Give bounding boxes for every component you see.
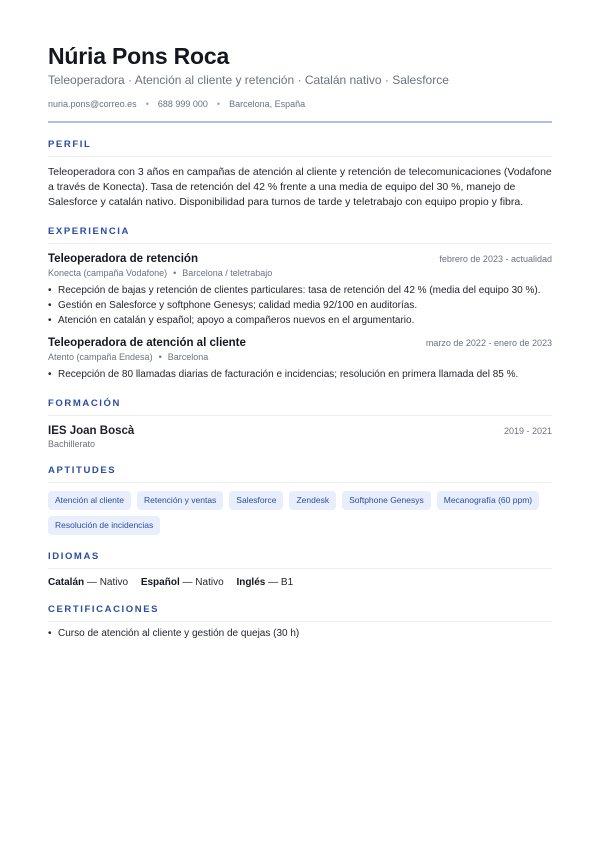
section-title-profile: PERFIL bbox=[48, 139, 552, 157]
education-degree: Bachillerato bbox=[48, 439, 96, 449]
job-location: Barcelona bbox=[167, 352, 209, 362]
skill-chip: Zendesk bbox=[289, 491, 336, 510]
education-dates: 2019 - 2021 bbox=[503, 426, 552, 436]
job-location: Barcelona / teletrabajo bbox=[182, 268, 273, 278]
list-item: • Recepción de bajas y retención de clientes particulares: tasa de retención del 42 % (media del equipo 30 %). bbox=[48, 283, 552, 298]
candidate-tagline: Teleoperadora · Atención al cliente y retención · Catalán nativo · Salesforce bbox=[48, 73, 449, 87]
skill-chip: Salesforce bbox=[229, 491, 283, 510]
job-bullets bbox=[48, 283, 552, 328]
language-level: Nativo bbox=[195, 577, 224, 588]
list-item: • Recepción de 80 llamadas diarias de facturación e incidencias; resolución en primera llamada del 85 %. bbox=[48, 367, 552, 382]
section-title-skills: APTITUDES bbox=[48, 465, 552, 483]
job-company-line bbox=[48, 351, 552, 363]
language-level: Nativo bbox=[99, 577, 129, 588]
language-dash: — bbox=[179, 577, 196, 588]
contact-row bbox=[48, 98, 552, 110]
job-company: Atento (campaña Endesa) bbox=[48, 352, 153, 362]
language-level: B1 bbox=[280, 577, 294, 588]
contact-separator: • bbox=[216, 99, 221, 109]
job-title: Teleoperadora de atención al cliente bbox=[48, 337, 246, 349]
language-dash: — bbox=[84, 577, 100, 588]
language-item bbox=[48, 577, 128, 588]
job-bullets bbox=[48, 367, 552, 382]
job-dates: febrero de 2023 - actualidad bbox=[439, 254, 552, 264]
job-company-line bbox=[48, 267, 552, 279]
section-title-languages: IDIOMAS bbox=[48, 551, 552, 569]
language-dash: — bbox=[265, 577, 281, 588]
skill-chip: Mecanografía (60 ppm) bbox=[437, 491, 539, 510]
list-item: • Atención en catalán y español; apoyo a compañeros nuevos en el argumentario. bbox=[48, 313, 552, 328]
profile-summary: Teleoperadora con 3 años en campañas de atención al cliente y retención de telecomunicaciones (Vodafone a través de Konecta). Tasa de retención del 42 % frente a una media de equipo del 30 %, manejo de Salesforce y catalán nativo. Disponibilidad para turnos de tarde y teletrabajo con equipo propio y fibra. bbox=[48, 166, 552, 208]
job-separator: • bbox=[158, 352, 162, 362]
contact-separator: • bbox=[145, 99, 149, 109]
phone-text: 688 999 000 bbox=[157, 99, 208, 109]
skill-chip: Retención y ventas bbox=[137, 491, 223, 510]
language-name: Español bbox=[140, 577, 180, 588]
job-title: Teleoperadora de retención bbox=[48, 253, 198, 265]
section-title-experience: EXPERIENCIA bbox=[48, 226, 552, 244]
job-entry bbox=[48, 252, 552, 328]
languages-row bbox=[48, 577, 552, 588]
education-entry bbox=[48, 424, 552, 449]
language-name: Catalán bbox=[48, 577, 85, 588]
list-item: • Curso de atención al cliente y gestión de quejas (30 h) bbox=[48, 626, 552, 641]
job-dates: marzo de 2022 - enero de 2023 bbox=[425, 338, 552, 348]
certifications-list bbox=[48, 626, 552, 641]
job-separator: • bbox=[173, 268, 177, 278]
candidate-name: Núria Pons Roca bbox=[48, 43, 230, 69]
job-company: Konecta (campaña Vodafone) bbox=[48, 268, 168, 278]
skill-chip: Softphone Genesys bbox=[342, 491, 431, 510]
list-item: • Gestión en Salesforce y softphone Genesys; calidad media 92/100 en auditorías. bbox=[48, 298, 552, 313]
skill-chip: Atención al cliente bbox=[48, 491, 131, 510]
skill-chip: Resolución de incidencias bbox=[48, 516, 160, 535]
language-item bbox=[141, 577, 224, 588]
email-text: nuria.pons@correo.es bbox=[48, 99, 137, 109]
location-text: Barcelona, España bbox=[229, 99, 306, 109]
language-name: Inglés bbox=[236, 577, 266, 588]
section-title-certifications: CERTIFICACIONES bbox=[48, 604, 552, 622]
job-entry bbox=[48, 336, 552, 382]
skills-list bbox=[48, 491, 548, 535]
section-title-education: FORMACIÓN bbox=[48, 398, 552, 416]
language-item bbox=[236, 577, 293, 588]
header-divider bbox=[48, 121, 552, 123]
education-school: IES Joan Boscà bbox=[48, 425, 135, 437]
